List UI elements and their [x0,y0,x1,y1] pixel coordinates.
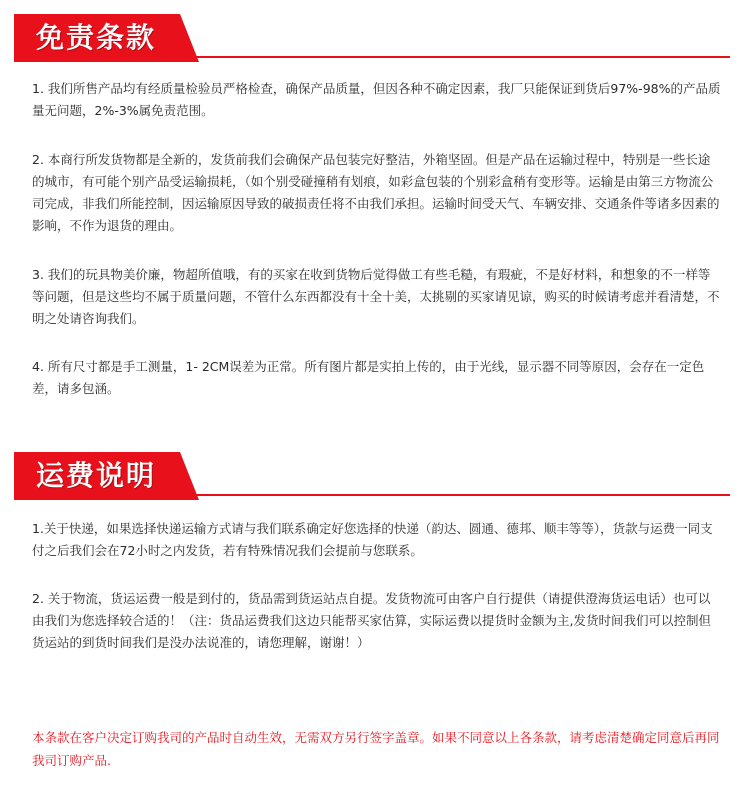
disclaimer-item-4: 4. 所有尺寸都是手工测量，1- 2CM误差为正常。所有图片都是实拍上传的，由于光线，显示器不同等原因，会存在一定色差，请多包涵。 [32,359,705,396]
disclaimer-banner [0,14,750,62]
disclaimer-item-3: 3. 我们的玩具物美价廉，物超所值哦，有的买家在收到货物后觉得做工有些毛糙，有瑕疵，不是好材料，和想象的不一样等等问题，但是这些均不属于质量问题，不管什么东西都没有十全十美，太挑剔的买家请见谅，购买的时候请考虑并看清楚，不明之处请咨询我们。 [32,267,720,326]
banner-divider [14,56,730,58]
shipping-banner [0,452,750,500]
shipping-item-2: 2. 关于物流，货运运费一般是到付的，货品需到货运站点自提。发货物流可由客户自行提供（请提供澄海货运电话）也可以由我们为您选择较合适的！（注：货品运费我们这边只能帮买家估算，实际运费以提货时金额为主,发货时间我们可以控制但货运站的到货时间我们是没办法说准的，请您理解，谢谢！） [32,591,711,650]
terms-notice: 本条款在客户决定订购我司的产品时自动生效，无需双方另行签字盖章。如果不同意以上各条款，请考虑清楚确定同意后再同我司订购产品. [32,730,720,768]
shipping-section [0,452,750,500]
shipping-title: 运费说明 [36,459,157,492]
banner-divider [14,494,730,496]
shipping-item-1: 1.关于快递，如果选择快递运输方式请与我们联系确定好您选择的快递（韵达、圆通、德邦、顺丰等等），货款与运费一同支付之后我们会在72小时之内发货，若有特殊情况我们会提前与您联系。 [32,521,713,558]
disclaimer-item-1: 1. 我们所售产品均有经质量检验员严格检查，确保产品质量，但因各种不确定因素，我厂只能保证到货后97%-98%的产品质量无问题，2%-3%属免责范围。 [32,81,721,118]
disclaimer-section [0,14,750,62]
disclaimer-title: 免责条款 [36,21,157,54]
disclaimer-item-2: 2. 本商行所发货物都是全新的，发货前我们会确保产品包装完好整洁，外箱坚固。但是产品在运输过程中，特别是一些长途的城市，有可能个别产品受运输损耗，（如个别受碰撞稍有划痕，如彩盒包装的个别彩盒稍有变形等。运输是由第三方物流公司完成，非我们所能控制，因运输原因导致的破损责任将不由我们承担。运输时间受天气、车辆安排、交通条件等诸多因素的影响，不作为退货的理由。 [32,152,720,233]
